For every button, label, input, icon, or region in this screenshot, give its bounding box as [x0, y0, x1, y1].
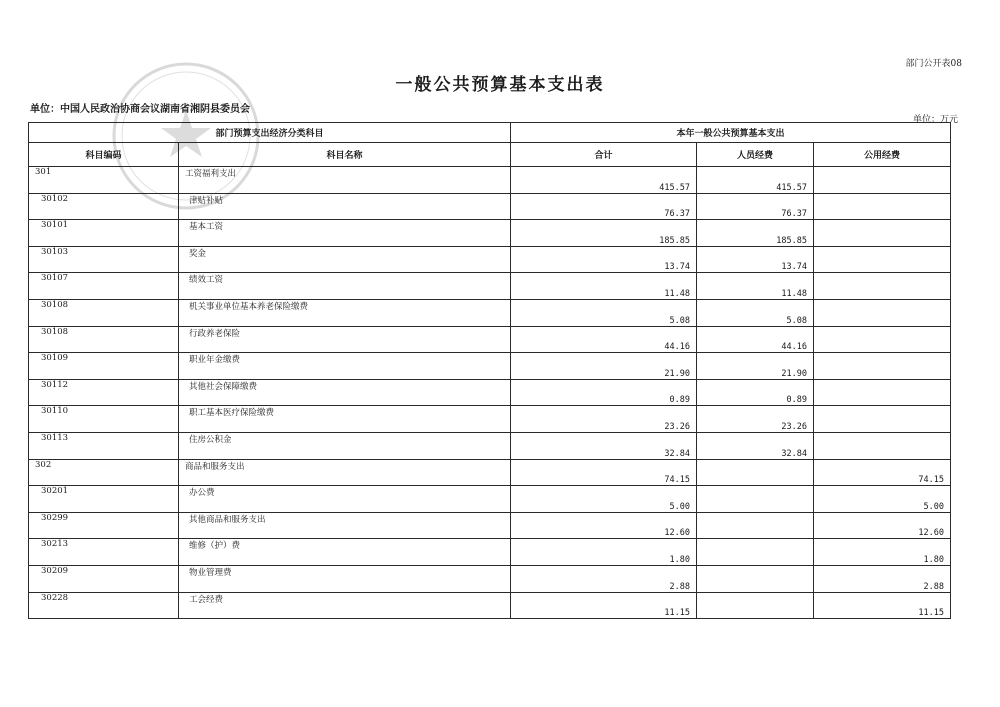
cell-personnel: [697, 512, 814, 539]
cell-public: [814, 299, 951, 326]
cell-public: 1.80: [814, 539, 951, 566]
cell-name: 机关事业单位基本养老保险缴费: [179, 299, 511, 326]
table-row: [29, 353, 951, 380]
page-title: 一般公共预算基本支出表: [395, 75, 605, 95]
cell-personnel: 32.84: [697, 432, 814, 459]
cell-personnel: 23.26: [697, 406, 814, 433]
cell-total: 5.08: [511, 299, 697, 326]
cell-personnel: 0.89: [697, 379, 814, 406]
cell-total: 2.88: [511, 565, 697, 592]
header-total: 合计: [511, 143, 697, 167]
cell-code: 30201: [29, 486, 179, 513]
cell-personnel: [697, 592, 814, 619]
table-row: [29, 299, 951, 326]
table-row: [29, 167, 951, 194]
cell-name: 职业年金缴费: [179, 353, 511, 380]
cell-personnel: 5.08: [697, 299, 814, 326]
cell-code: 30110: [29, 406, 179, 433]
table-tag: 部门公开表08: [905, 59, 962, 69]
cell-total: 5.00: [511, 486, 697, 513]
cell-personnel: 76.37: [697, 193, 814, 220]
table-row: [29, 220, 951, 247]
cell-code: 30107: [29, 273, 179, 300]
cell-name: 住房公积金: [179, 432, 511, 459]
cell-code: 30108: [29, 299, 179, 326]
cell-code: 301: [29, 167, 179, 194]
cell-total: 44.16: [511, 326, 697, 353]
cell-name: 维修（护）费: [179, 539, 511, 566]
cell-name: 商品和服务支出: [179, 459, 511, 486]
cell-name: 其他商品和服务支出: [179, 512, 511, 539]
cell-total: 11.15: [511, 592, 697, 619]
cell-name: 工资福利支出: [179, 167, 511, 194]
cell-personnel: 44.16: [697, 326, 814, 353]
cell-code: 30103: [29, 246, 179, 273]
cell-public: [814, 406, 951, 433]
cell-code: 302: [29, 459, 179, 486]
table-row: [29, 512, 951, 539]
cell-personnel: 13.74: [697, 246, 814, 273]
cell-code: 30228: [29, 592, 179, 619]
cell-total: 0.89: [511, 379, 697, 406]
cell-public: [814, 432, 951, 459]
cell-code: 30299: [29, 512, 179, 539]
cell-name: 其他社会保障缴费: [179, 379, 511, 406]
table-row: [29, 246, 951, 273]
cell-public: [814, 193, 951, 220]
table-row: [29, 273, 951, 300]
cell-name: 奖金: [179, 246, 511, 273]
cell-public: [814, 273, 951, 300]
cell-total: 1.80: [511, 539, 697, 566]
cell-public: [814, 246, 951, 273]
table-row: [29, 406, 951, 433]
cell-personnel: [697, 565, 814, 592]
cell-total: 32.84: [511, 432, 697, 459]
cell-public: [814, 167, 951, 194]
cell-name: 行政养老保险: [179, 326, 511, 353]
table-row: [29, 565, 951, 592]
cell-personnel: 185.85: [697, 220, 814, 247]
cell-code: 30102: [29, 193, 179, 220]
cell-total: 23.26: [511, 406, 697, 433]
cell-total: 415.57: [511, 167, 697, 194]
budget-table: [28, 122, 951, 619]
cell-code: 30108: [29, 326, 179, 353]
table-row: [29, 326, 951, 353]
cell-personnel: [697, 539, 814, 566]
table-row: [29, 592, 951, 619]
table-row: [29, 539, 951, 566]
header-name: 科目名称: [179, 143, 511, 167]
cell-name: 职工基本医疗保险缴费: [179, 406, 511, 433]
cell-code: 30209: [29, 565, 179, 592]
cell-code: 30213: [29, 539, 179, 566]
header-code: 科目编码: [29, 143, 179, 167]
cell-total: 13.74: [511, 246, 697, 273]
cell-personnel: [697, 486, 814, 513]
cell-name: 津贴补贴: [179, 193, 511, 220]
cell-name: 绩效工资: [179, 273, 511, 300]
cell-public: 5.00: [814, 486, 951, 513]
cell-public: [814, 326, 951, 353]
cell-public: 11.15: [814, 592, 951, 619]
cell-total: 74.15: [511, 459, 697, 486]
header-public: 公用经费: [814, 143, 951, 167]
cell-name: 物业管理费: [179, 565, 511, 592]
cell-name: 工会经费: [179, 592, 511, 619]
cell-name: 基本工资: [179, 220, 511, 247]
cell-code: 30109: [29, 353, 179, 380]
table-row: [29, 432, 951, 459]
header-group-expenditure: 本年一般公共预算基本支出: [511, 123, 951, 143]
table-row: [29, 459, 951, 486]
organization-unit: 单位：中国人民政治协商会议湖南省湘阴县委员会: [30, 104, 250, 115]
cell-total: 12.60: [511, 512, 697, 539]
cell-public: [814, 220, 951, 247]
cell-code: 30112: [29, 379, 179, 406]
header-group-classification: 部门预算支出经济分类科目: [29, 123, 511, 143]
cell-public: 12.60: [814, 512, 951, 539]
cell-public: 2.88: [814, 565, 951, 592]
cell-personnel: 11.48: [697, 273, 814, 300]
cell-name: 办公费: [179, 486, 511, 513]
cell-code: 30113: [29, 432, 179, 459]
table-row: [29, 379, 951, 406]
table-row: [29, 486, 951, 513]
cell-code: 30101: [29, 220, 179, 247]
cell-personnel: 21.90: [697, 353, 814, 380]
table-row: [29, 193, 951, 220]
header-personnel: 人员经费: [697, 143, 814, 167]
cell-public: 74.15: [814, 459, 951, 486]
cell-public: [814, 353, 951, 380]
cell-personnel: [697, 459, 814, 486]
cell-total: 21.90: [511, 353, 697, 380]
cell-total: 76.37: [511, 193, 697, 220]
cell-total: 11.48: [511, 273, 697, 300]
currency-unit: 单位：万元: [912, 115, 958, 125]
cell-public: [814, 379, 951, 406]
cell-total: 185.85: [511, 220, 697, 247]
cell-personnel: 415.57: [697, 167, 814, 194]
